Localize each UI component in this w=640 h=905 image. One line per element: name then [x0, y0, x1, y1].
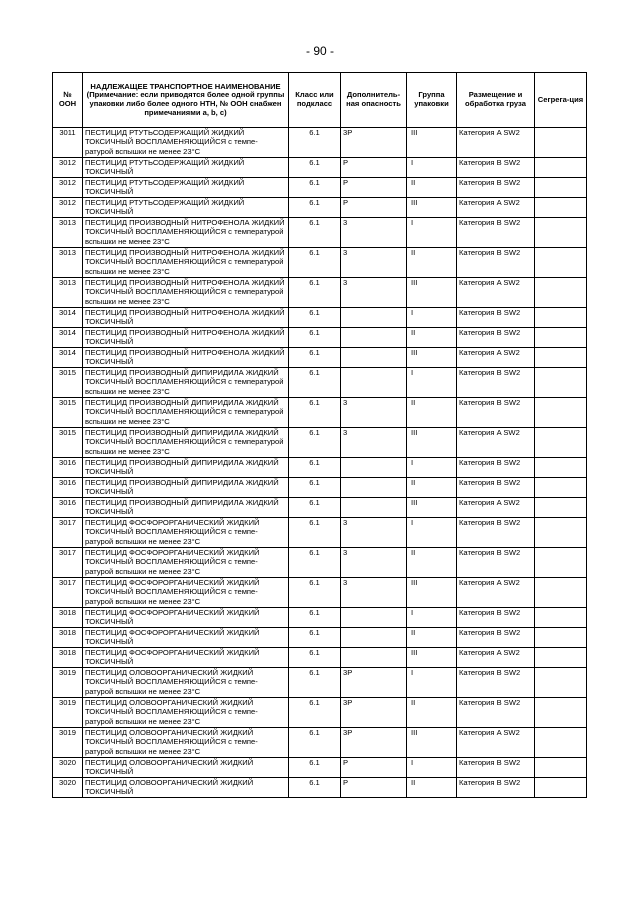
shipping-name-cell: ПЕСТИЦИД ОЛОВООРГАНИЧЕСКИЙ ЖИДКИЙ ТОКСИЧНЫЙ [83, 758, 289, 778]
packing-group-cell: I [407, 668, 457, 698]
segregation-cell [535, 698, 587, 728]
class-cell: 6.1 [289, 328, 341, 348]
table-row [53, 178, 587, 198]
stowage-cell: Категория B SW2 [457, 328, 535, 348]
table-row [53, 428, 587, 458]
stowage-cell: Категория A SW2 [457, 128, 535, 158]
segregation-cell [535, 518, 587, 548]
segregation-cell [535, 248, 587, 278]
packing-group-cell: II [407, 478, 457, 498]
segregation-cell [535, 478, 587, 498]
shipping-name-cell: ПЕСТИЦИД ФОСФОРОРГАНИЧЕСКИЙ ЖИДКИЙ ТОКСИЧНЫЙ ВОСПЛАМЕНЯЮЩИЙСЯ с темпе-ратурой вспышки не менее 23°C [83, 548, 289, 578]
class-cell: 6.1 [289, 458, 341, 478]
subsidiary-hazard-cell: 3 [341, 218, 407, 248]
class-cell: 6.1 [289, 218, 341, 248]
stowage-cell: Категория B SW2 [457, 458, 535, 478]
shipping-name-cell: ПЕСТИЦИД ПРОИЗВОДНЫЙ ДИПИРИДИЛА ЖИДКИЙ ТОКСИЧНЫЙ [83, 458, 289, 478]
header-un-number: № ООН [53, 73, 83, 128]
subsidiary-hazard-cell [341, 648, 407, 668]
table-row [53, 128, 587, 158]
packing-group-cell: III [407, 348, 457, 368]
shipping-name-cell: ПЕСТИЦИД ПРОИЗВОДНЫЙ НИТРОФЕНОЛА ЖИДКИЙ ТОКСИЧНЫЙ [83, 308, 289, 328]
un-number-cell: 3019 [53, 728, 83, 758]
shipping-name-cell: ПЕСТИЦИД РТУТЬСОДЕРЖАЩИЙ ЖИДКИЙ ТОКСИЧНЫЙ [83, 198, 289, 218]
packing-group-cell: III [407, 648, 457, 668]
subsidiary-hazard-cell: P [341, 178, 407, 198]
table-header-row [53, 73, 587, 128]
class-cell: 6.1 [289, 348, 341, 368]
un-number-cell: 3018 [53, 608, 83, 628]
un-number-cell: 3011 [53, 128, 83, 158]
shipping-name-cell: ПЕСТИЦИД ПРОИЗВОДНЫЙ ДИПИРИДИЛА ЖИДКИЙ ТОКСИЧНЫЙ ВОСПЛАМЕНЯЮЩИЙСЯ с температурой вспышки не менее 23°C [83, 368, 289, 398]
table-row [53, 698, 587, 728]
stowage-cell: Категория B SW2 [457, 778, 535, 798]
table-row [53, 398, 587, 428]
stowage-cell: Категория B SW2 [457, 518, 535, 548]
packing-group-cell: II [407, 548, 457, 578]
packing-group-cell: II [407, 398, 457, 428]
shipping-name-cell: ПЕСТИЦИД ФОСФОРОРГАНИЧЕСКИЙ ЖИДКИЙ ТОКСИЧНЫЙ [83, 648, 289, 668]
packing-group-cell: I [407, 608, 457, 628]
table-row [53, 608, 587, 628]
stowage-cell: Категория A SW2 [457, 348, 535, 368]
segregation-cell [535, 648, 587, 668]
class-cell: 6.1 [289, 278, 341, 308]
packing-group-cell: I [407, 308, 457, 328]
shipping-name-cell: ПЕСТИЦИД ФОСФОРОРГАНИЧЕСКИЙ ЖИДКИЙ ТОКСИЧНЫЙ ВОСПЛАМЕНЯЮЩИЙСЯ с темпе-ратурой вспышки не менее 23°C [83, 518, 289, 548]
subsidiary-hazard-cell [341, 308, 407, 328]
subsidiary-hazard-cell [341, 368, 407, 398]
stowage-cell: Категория A SW2 [457, 498, 535, 518]
shipping-name-cell: ПЕСТИЦИД ФОСФОРОРГАНИЧЕСКИЙ ЖИДКИЙ ТОКСИЧНЫЙ [83, 608, 289, 628]
segregation-cell [535, 668, 587, 698]
un-number-cell: 3017 [53, 518, 83, 548]
packing-group-cell: I [407, 518, 457, 548]
subsidiary-hazard-cell: P [341, 778, 407, 798]
class-cell: 6.1 [289, 548, 341, 578]
shipping-name-cell: ПЕСТИЦИД ОЛОВООРГАНИЧЕСКИЙ ЖИДКИЙ ТОКСИЧНЫЙ ВОСПЛАМЕНЯЮЩИЙСЯ с темпе-ратурой вспышки не менее 23°C [83, 698, 289, 728]
subsidiary-hazard-cell [341, 328, 407, 348]
table-row [53, 368, 587, 398]
shipping-name-cell: ПЕСТИЦИД ФОСФОРОРГАНИЧЕСКИЙ ЖИДКИЙ ТОКСИЧНЫЙ [83, 628, 289, 648]
header-stowage: Размещение и обработка груза [457, 73, 535, 128]
table-row [53, 578, 587, 608]
table-row [53, 628, 587, 648]
table-row [53, 308, 587, 328]
packing-group-cell: III [407, 128, 457, 158]
subsidiary-hazard-cell: 3 [341, 428, 407, 458]
segregation-cell [535, 348, 587, 368]
un-number-cell: 3013 [53, 248, 83, 278]
packing-group-cell: I [407, 758, 457, 778]
packing-group-cell: II [407, 248, 457, 278]
header-class: Класс или подкласс [289, 73, 341, 128]
packing-group-cell: I [407, 218, 457, 248]
un-number-cell: 3012 [53, 178, 83, 198]
stowage-cell: Категория B SW2 [457, 478, 535, 498]
table-row [53, 458, 587, 478]
packing-group-cell: III [407, 578, 457, 608]
subsidiary-hazard-cell: 3 [341, 278, 407, 308]
packing-group-cell: III [407, 278, 457, 308]
packing-group-cell: III [407, 728, 457, 758]
header-shipping-name-title: НАДЛЕЖАЩЕЕ ТРАНСПОРТНОЕ НАИМЕНОВАНИЕ [90, 81, 281, 91]
table-row [53, 348, 587, 368]
subsidiary-hazard-cell: P [341, 758, 407, 778]
shipping-name-cell: ПЕСТИЦИД ПРОИЗВОДНЫЙ НИТРОФЕНОЛА ЖИДКИЙ ТОКСИЧНЫЙ [83, 348, 289, 368]
subsidiary-hazard-cell: 3P [341, 698, 407, 728]
packing-group-cell: I [407, 458, 457, 478]
stowage-cell: Категория A SW2 [457, 648, 535, 668]
un-number-cell: 3013 [53, 278, 83, 308]
table-row [53, 198, 587, 218]
header-segregation: Сегрега-ция [535, 73, 587, 128]
un-number-cell: 3017 [53, 548, 83, 578]
shipping-name-cell: ПЕСТИЦИД РТУТЬСОДЕРЖАЩИЙ ЖИДКИЙ ТОКСИЧНЫЙ [83, 178, 289, 198]
shipping-name-cell: ПЕСТИЦИД ФОСФОРОРГАНИЧЕСКИЙ ЖИДКИЙ ТОКСИЧНЫЙ ВОСПЛАМЕНЯЮЩИЙСЯ с темпе-ратурой вспышки не менее 23°C [83, 578, 289, 608]
shipping-name-cell: ПЕСТИЦИД РТУТЬСОДЕРЖАЩИЙ ЖИДКИЙ ТОКСИЧНЫЙ [83, 158, 289, 178]
stowage-cell: Категория A SW2 [457, 428, 535, 458]
class-cell: 6.1 [289, 728, 341, 758]
stowage-cell: Категория B SW2 [457, 608, 535, 628]
packing-group-cell: III [407, 198, 457, 218]
stowage-cell: Категория B SW2 [457, 398, 535, 428]
packing-group-cell: I [407, 158, 457, 178]
shipping-name-cell: ПЕСТИЦИД ПРОИЗВОДНЫЙ НИТРОФЕНОЛА ЖИДКИЙ ТОКСИЧНЫЙ ВОСПЛАМЕНЯЮЩИЙСЯ с температурой вспышки не менее 23°C [83, 218, 289, 248]
stowage-cell: Категория B SW2 [457, 668, 535, 698]
subsidiary-hazard-cell: 3P [341, 668, 407, 698]
subsidiary-hazard-cell [341, 348, 407, 368]
subsidiary-hazard-cell: P [341, 158, 407, 178]
header-packing-group: Группа упаковки [407, 73, 457, 128]
packing-group-cell: II [407, 778, 457, 798]
packing-group-cell: I [407, 368, 457, 398]
subsidiary-hazard-cell [341, 608, 407, 628]
subsidiary-hazard-cell: 3 [341, 548, 407, 578]
segregation-cell [535, 578, 587, 608]
class-cell: 6.1 [289, 648, 341, 668]
segregation-cell [535, 218, 587, 248]
stowage-cell: Категория B SW2 [457, 758, 535, 778]
class-cell: 6.1 [289, 498, 341, 518]
segregation-cell [535, 778, 587, 798]
packing-group-cell: II [407, 698, 457, 728]
un-number-cell: 3014 [53, 308, 83, 328]
subsidiary-hazard-cell: 3 [341, 248, 407, 278]
table-row [53, 328, 587, 348]
class-cell: 6.1 [289, 608, 341, 628]
un-number-cell: 3014 [53, 348, 83, 368]
shipping-name-cell: ПЕСТИЦИД ПРОИЗВОДНЫЙ ДИПИРИДИЛА ЖИДКИЙ ТОКСИЧНЫЙ ВОСПЛАМЕНЯЮЩИЙСЯ с температурой вспышки не менее 23°C [83, 398, 289, 428]
segregation-cell [535, 368, 587, 398]
un-number-cell: 3015 [53, 368, 83, 398]
table-row [53, 648, 587, 668]
class-cell: 6.1 [289, 128, 341, 158]
table-row [53, 498, 587, 518]
packing-group-cell: III [407, 428, 457, 458]
stowage-cell: Категория B SW2 [457, 218, 535, 248]
shipping-name-cell: ПЕСТИЦИД ПРОИЗВОДНЫЙ НИТРОФЕНОЛА ЖИДКИЙ ТОКСИЧНЫЙ [83, 328, 289, 348]
stowage-cell: Категория A SW2 [457, 728, 535, 758]
table-row [53, 668, 587, 698]
un-number-cell: 3013 [53, 218, 83, 248]
packing-group-cell: II [407, 328, 457, 348]
subsidiary-hazard-cell [341, 628, 407, 648]
header-shipping-name [83, 73, 289, 128]
stowage-cell: Категория B SW2 [457, 548, 535, 578]
stowage-cell: Категория B SW2 [457, 628, 535, 648]
un-number-cell: 3016 [53, 458, 83, 478]
un-number-cell: 3015 [53, 398, 83, 428]
table-row [53, 158, 587, 178]
class-cell: 6.1 [289, 478, 341, 498]
segregation-cell [535, 608, 587, 628]
segregation-cell [535, 198, 587, 218]
un-number-cell: 3018 [53, 648, 83, 668]
segregation-cell [535, 548, 587, 578]
subsidiary-hazard-cell: 3 [341, 518, 407, 548]
segregation-cell [535, 398, 587, 428]
class-cell: 6.1 [289, 518, 341, 548]
class-cell: 6.1 [289, 178, 341, 198]
class-cell: 6.1 [289, 668, 341, 698]
un-number-cell: 3016 [53, 478, 83, 498]
table-row [53, 478, 587, 498]
segregation-cell [535, 458, 587, 478]
un-number-cell: 3019 [53, 698, 83, 728]
shipping-name-cell: ПЕСТИЦИД ПРОИЗВОДНЫЙ ДИПИРИДИЛА ЖИДКИЙ ТОКСИЧНЫЙ ВОСПЛАМЕНЯЮЩИЙСЯ с температурой вспышки не менее 23°C [83, 428, 289, 458]
subsidiary-hazard-cell: P [341, 198, 407, 218]
class-cell: 6.1 [289, 698, 341, 728]
packing-group-cell: II [407, 628, 457, 648]
un-number-cell: 3017 [53, 578, 83, 608]
class-cell: 6.1 [289, 758, 341, 778]
table-body [53, 128, 587, 798]
header-subsidiary-hazard: Дополнитель-ная опасность [341, 73, 407, 128]
un-number-cell: 3018 [53, 628, 83, 648]
stowage-cell: Категория B SW2 [457, 158, 535, 178]
table-row [53, 248, 587, 278]
subsidiary-hazard-cell: 3P [341, 728, 407, 758]
segregation-cell [535, 308, 587, 328]
class-cell: 6.1 [289, 578, 341, 608]
table-row [53, 778, 587, 798]
segregation-cell [535, 178, 587, 198]
shipping-name-cell: ПЕСТИЦИД ПРОИЗВОДНЫЙ НИТРОФЕНОЛА ЖИДКИЙ ТОКСИЧНЫЙ ВОСПЛАМЕНЯЮЩИЙСЯ с температурой вспышки не менее 23°C [83, 278, 289, 308]
class-cell: 6.1 [289, 308, 341, 328]
shipping-name-cell: ПЕСТИЦИД ОЛОВООРГАНИЧЕСКИЙ ЖИДКИЙ ТОКСИЧНЫЙ ВОСПЛАМЕНЯЮЩИЙСЯ с темпе-ратурой вспышки не менее 23°C [83, 668, 289, 698]
subsidiary-hazard-cell: 3P [341, 128, 407, 158]
segregation-cell [535, 628, 587, 648]
page-number: - 90 - [305, 44, 334, 58]
segregation-cell [535, 758, 587, 778]
stowage-cell: Категория A SW2 [457, 198, 535, 218]
subsidiary-hazard-cell: 3 [341, 398, 407, 428]
un-number-cell: 3020 [53, 778, 83, 798]
stowage-cell: Категория B SW2 [457, 368, 535, 398]
stowage-cell: Категория B SW2 [457, 308, 535, 328]
stowage-cell: Категория B SW2 [457, 178, 535, 198]
table-row [53, 758, 587, 778]
subsidiary-hazard-cell [341, 498, 407, 518]
un-number-cell: 3019 [53, 668, 83, 698]
segregation-cell [535, 128, 587, 158]
un-number-cell: 3012 [53, 158, 83, 178]
un-number-cell: 3012 [53, 198, 83, 218]
class-cell: 6.1 [289, 398, 341, 428]
dangerous-goods-table [52, 72, 587, 798]
stowage-cell: Категория B SW2 [457, 698, 535, 728]
un-number-cell: 3015 [53, 428, 83, 458]
segregation-cell [535, 278, 587, 308]
shipping-name-cell: ПЕСТИЦИД ОЛОВООРГАНИЧЕСКИЙ ЖИДКИЙ ТОКСИЧНЫЙ ВОСПЛАМЕНЯЮЩИЙСЯ с темпе-ратурой вспышки не менее 23°C [83, 728, 289, 758]
shipping-name-cell: ПЕСТИЦИД ПРОИЗВОДНЫЙ ДИПИРИДИЛА ЖИДКИЙ ТОКСИЧНЫЙ [83, 498, 289, 518]
table-row [53, 278, 587, 308]
shipping-name-cell: ПЕСТИЦИД ОЛОВООРГАНИЧЕСКИЙ ЖИДКИЙ ТОКСИЧНЫЙ [83, 778, 289, 798]
class-cell: 6.1 [289, 778, 341, 798]
class-cell: 6.1 [289, 248, 341, 278]
segregation-cell [535, 328, 587, 348]
packing-group-cell: III [407, 498, 457, 518]
class-cell: 6.1 [289, 158, 341, 178]
header-shipping-name-note: (Примечание: если приводятся более одной группы упаковки либо более одного НТН, № ООН снабжен примечаниями a, b, c) [86, 90, 285, 117]
table-row [53, 548, 587, 578]
stowage-cell: Категория B SW2 [457, 248, 535, 278]
un-number-cell: 3020 [53, 758, 83, 778]
class-cell: 6.1 [289, 198, 341, 218]
class-cell: 6.1 [289, 368, 341, 398]
table-row [53, 218, 587, 248]
stowage-cell: Категория A SW2 [457, 278, 535, 308]
shipping-name-cell: ПЕСТИЦИД ПРОИЗВОДНЫЙ НИТРОФЕНОЛА ЖИДКИЙ ТОКСИЧНЫЙ ВОСПЛАМЕНЯЮЩИЙСЯ с температурой вспышки не менее 23°C [83, 248, 289, 278]
stowage-cell: Категория A SW2 [457, 578, 535, 608]
segregation-cell [535, 428, 587, 458]
segregation-cell [535, 498, 587, 518]
subsidiary-hazard-cell: 3 [341, 578, 407, 608]
packing-group-cell: II [407, 178, 457, 198]
shipping-name-cell: ПЕСТИЦИД ПРОИЗВОДНЫЙ ДИПИРИДИЛА ЖИДКИЙ ТОКСИЧНЫЙ [83, 478, 289, 498]
segregation-cell [535, 158, 587, 178]
class-cell: 6.1 [289, 428, 341, 458]
subsidiary-hazard-cell [341, 478, 407, 498]
table-row [53, 728, 587, 758]
table-row [53, 518, 587, 548]
un-number-cell: 3016 [53, 498, 83, 518]
un-number-cell: 3014 [53, 328, 83, 348]
shipping-name-cell: ПЕСТИЦИД РТУТЬСОДЕРЖАЩИЙ ЖИДКИЙ ТОКСИЧНЫЙ ВОСПЛАМЕНЯЮЩИЙСЯ с темпе-ратурой вспышки не менее 23°C [83, 128, 289, 158]
class-cell: 6.1 [289, 628, 341, 648]
subsidiary-hazard-cell [341, 458, 407, 478]
segregation-cell [535, 728, 587, 758]
